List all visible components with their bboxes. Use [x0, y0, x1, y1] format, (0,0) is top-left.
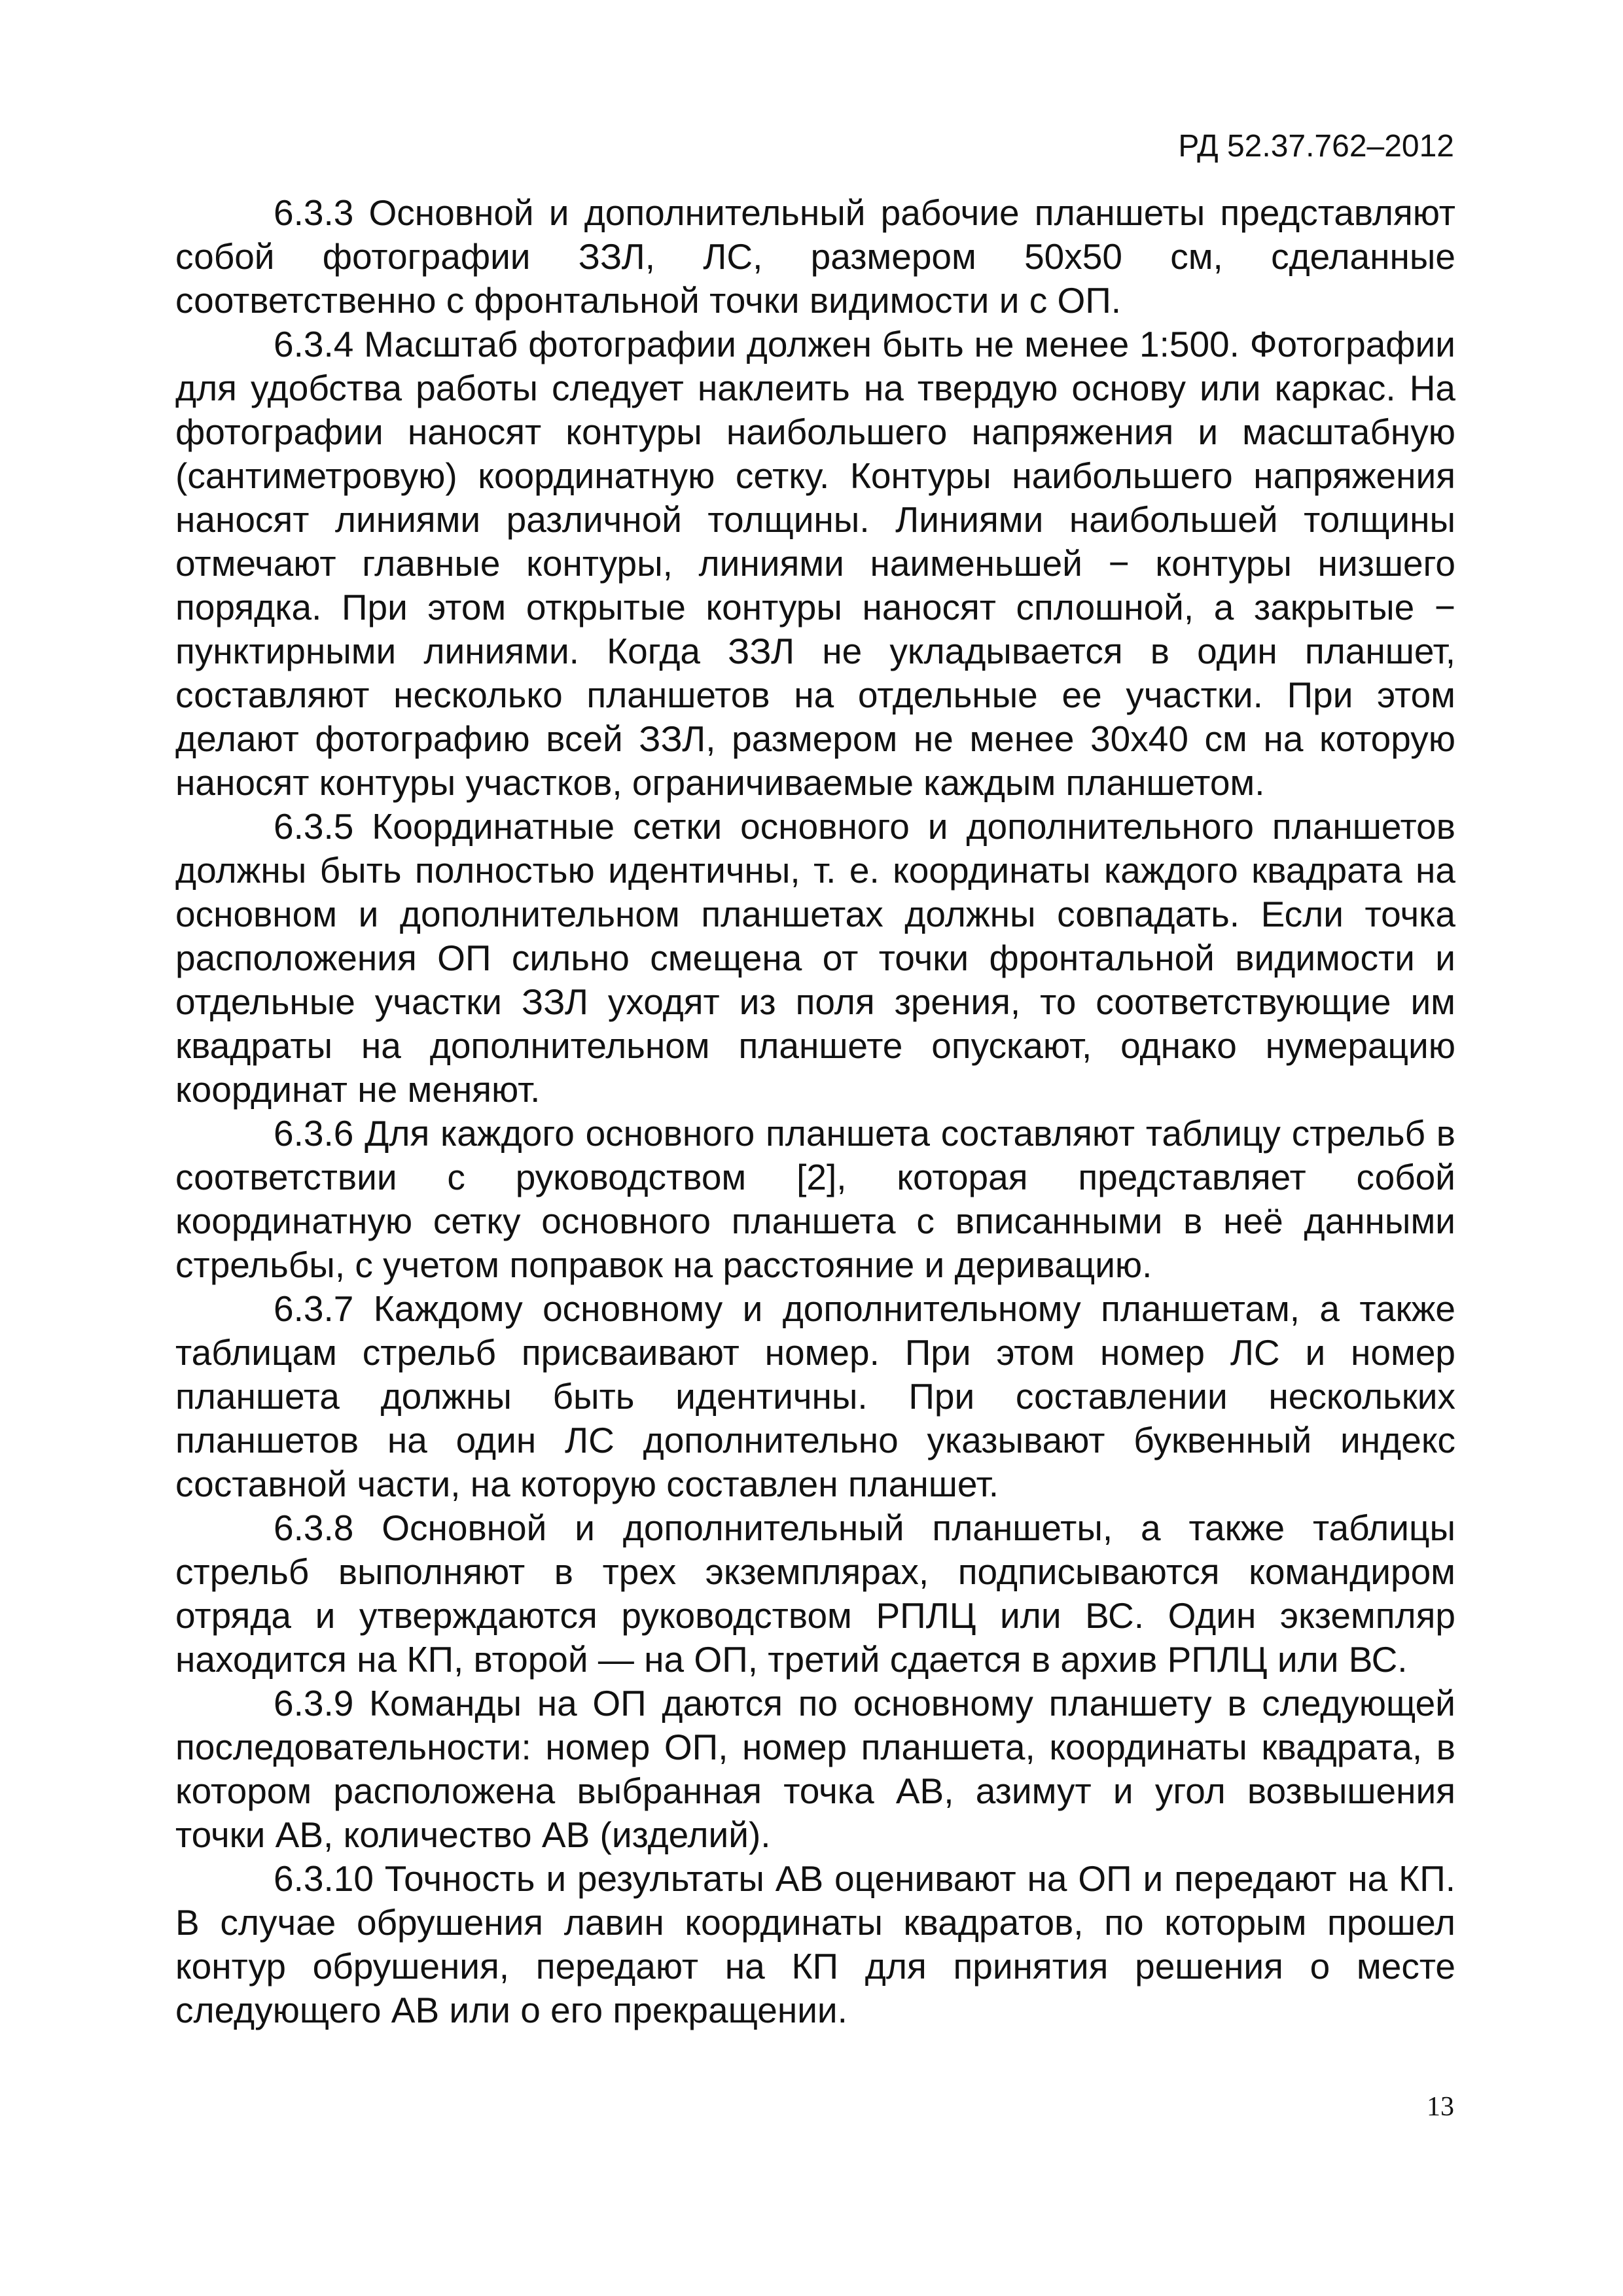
paragraph-6-3-5: 6.3.5 Координатные сетки основного и дополнительного планшетов должны быть полностью идентичны, т. е. координаты каждого квадрата на основном и дополнительном планшетах должны совпадать. Если точка расположения ОП сильно смещена от точки фронтальной видимости и отдельные участки ЗЗЛ уходят из поля зрения, то соответствующие им квадраты на дополнительном планшете опускают, однако нумерацию координат не меняют.	[175, 806, 1455, 1110]
body-text	[175, 191, 1455, 2032]
document-code: РД 52.37.762–2012	[1178, 129, 1454, 164]
paragraph-6-3-6: 6.3.6 Для каждого основного планшета составляют таблицу стрельб в соответствии с руководством [2], которая представляет собой координатную сетку основного планшета с вписанными в неё данными стрельбы, с учетом поправок на расстояние и деривацию.	[175, 1113, 1455, 1285]
page-number: 13	[1427, 2092, 1454, 2122]
paragraph-6-3-7: 6.3.7 Каждому основному и дополнительному планшетам, а также таблицам стрельб присваивают номер. При этом номер ЛС и номер планшета должны быть идентичны. При составлении нескольких планшетов на один ЛС дополнительно указывают буквенный индекс составной части, на которую составлен планшет.	[175, 1288, 1455, 1504]
paragraph-6-3-4: 6.3.4 Масштаб фотографии должен быть не менее 1:500. Фотографии для удобства работы следует наклеить на твердую основу или каркас. На фотографии наносят контуры наибольшего напряжения и масштабную (сантиметровую) координатную сетку. Контуры наибольшего напряжения наносят линиями различной толщины. Линиями наибольшей толщины отмечают главные контуры, линиями наименьшей − контуры низшего порядка. При этом открытые контуры наносят сплошной, а закрытые − пунктирными линиями. Когда ЗЗЛ не укладывается в один планшет, составляют несколько планшетов на отдельные ее участки. При этом делают фотографию всей ЗЗЛ, размером не менее 30х40 см на которую наносят контуры участков, ограничиваемые каждым планшетом.	[175, 324, 1455, 803]
paragraph-6-3-9: 6.3.9 Команды на ОП даются по основному планшету в следующей последовательности: номер ОП, номер планшета, координаты квадрата, в котором расположена выбранная точка АВ, азимут и угол возвышения точки АВ, количество АВ (изделий).	[175, 1683, 1455, 1855]
paragraph-6-3-10: 6.3.10 Точность и результаты АВ оценивают на ОП и передают на КП. В случае обрушения лавин координаты квадратов, по которым прошел контур обрушения, передают на КП для принятия решения о месте следующего АВ или о его прекращении.	[175, 1858, 1455, 2030]
paragraph-6-3-3: 6.3.3 Основной и дополнительный рабочие планшеты представляют собой фотографии ЗЗЛ, ЛС, размером 50х50 см, сделанные соответственно с фронтальной точки видимости и с ОП.	[175, 192, 1455, 321]
paragraph-6-3-8: 6.3.8 Основной и дополнительный планшеты, а также таблицы стрельб выполняют в трех экземплярах, подписываются командиром отряда и утверждаются руководством РПЛЦ или ВС. Один экземпляр находится на КП, второй — на ОП, третий сдается в архив РПЛЦ или ВС.	[175, 1508, 1455, 1680]
